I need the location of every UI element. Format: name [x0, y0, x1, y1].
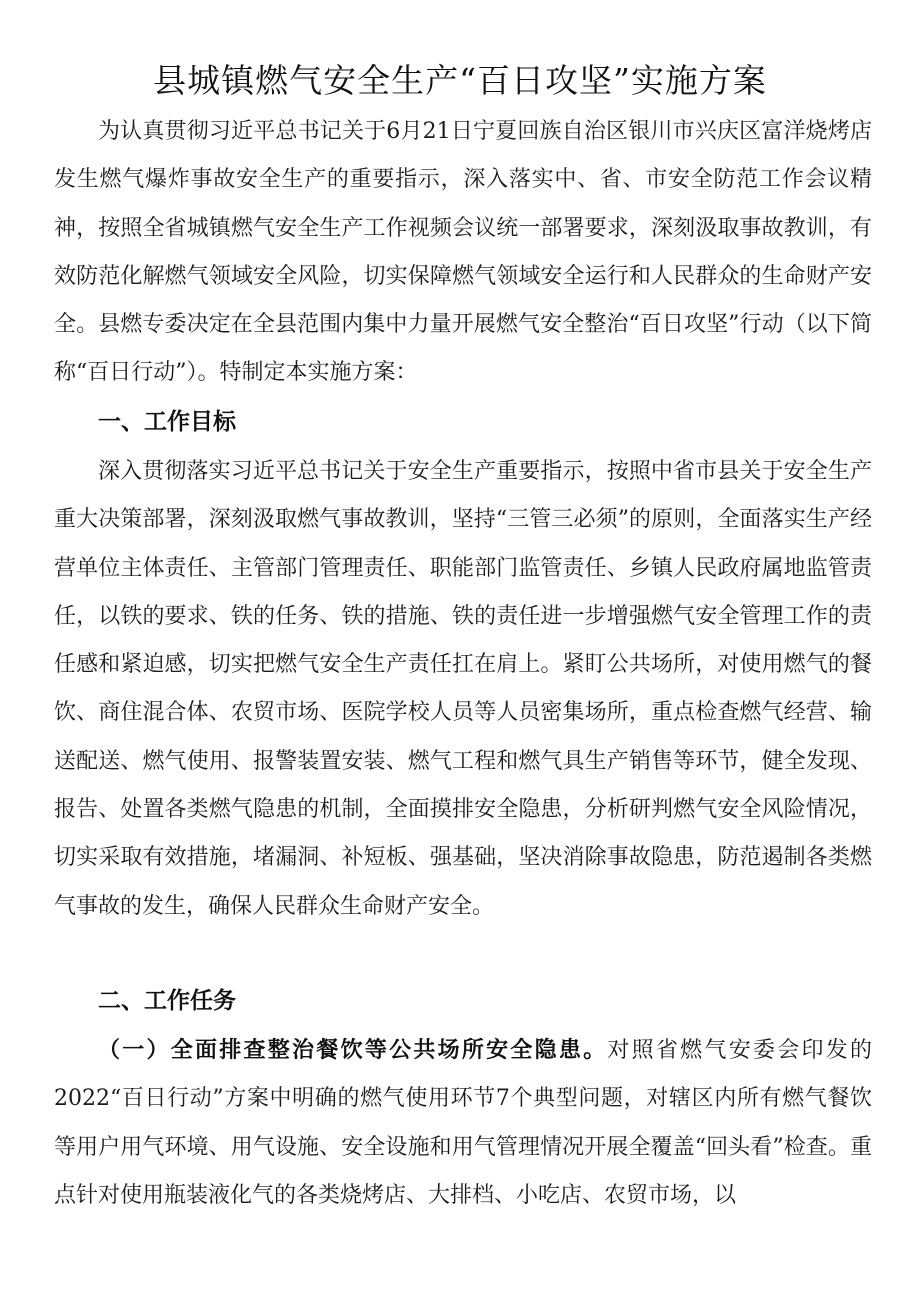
goals-paragraph: 深入贯彻落实习近平总书记关于安全生产重要指示，按照中省市县关于安全生产重大决策部署，深刻汲取燃气事故教训，坚持“三管三必须”的原则，全面落实生产经营单位主体责任、主管部门管理责任、职能部门监管责任、乡镇人民政府属地监管责任，以铁的要求、铁的任务、铁的措施、铁的责任进一步增强燃气安全管理工作的责任感和紧迫感，切实把燃气安全生产责任扛在肩上。紧盯公共场所，对使用燃气的餐饮、商住混合体、农贸市场、医院学校人员等人员密集场所，重点检查燃气经营、输送配送、燃气使用、报警装置安装、燃气工程和燃气具生产销售等环节，健全发现、报告、处置各类燃气隐患的机制，全面摸排安全隐患，分析研判燃气安全风险情况，切实采取有效措施，堵漏洞、补短板、强基础，坚决消除事故隐患，防范遏制各类燃气事故的发生，确保人民群众生命财产安全。 [54, 459, 872, 919]
task-item-lead: （一）全面排查整治餐饮等公共场所安全隐患。 [98, 1038, 608, 1063]
task-item-body: 对照省燃气安委会印发的2022“百日行动”方案中明确的燃气使用环节7个典型问题，对辖区内所有燃气餐饮等用户用气环境、用气设施、安全设施和用气管理情况开展全覆盖“回头看”检查。重点针对使用瓶装液化气的各类烧烤店、大排档、小吃店、农贸市场，以 [54, 1038, 872, 1208]
task-item-paragraph [54, 1027, 872, 1220]
intro-paragraph: 为认真贯彻习近平总书记关于6月21日宁夏回族自治区银川市兴庆区富洋烧烤店发生燃气爆炸事故安全生产的重要指示，深入落实中、省、市安全防范工作会议精神，按照全省城镇燃气安全生产工作视频会议统一部署要求，深刻汲取事故教训，有效防范化解燃气领域安全风险，切实保障燃气领域安全运行和人民群众的生命财产安全。县燃专委决定在全县范围内集中力量开展燃气安全整治“百日攻坚”行动（以下简称“百日行动”）。特制定本实施方案： [54, 119, 872, 386]
document-title: 县城镇燃气安全生产“百日攻坚”实施方案 [153, 61, 767, 100]
section-heading-tasks: 二、工作任务 [98, 988, 236, 1014]
section-heading-goals: 一、工作目标 [98, 409, 236, 435]
